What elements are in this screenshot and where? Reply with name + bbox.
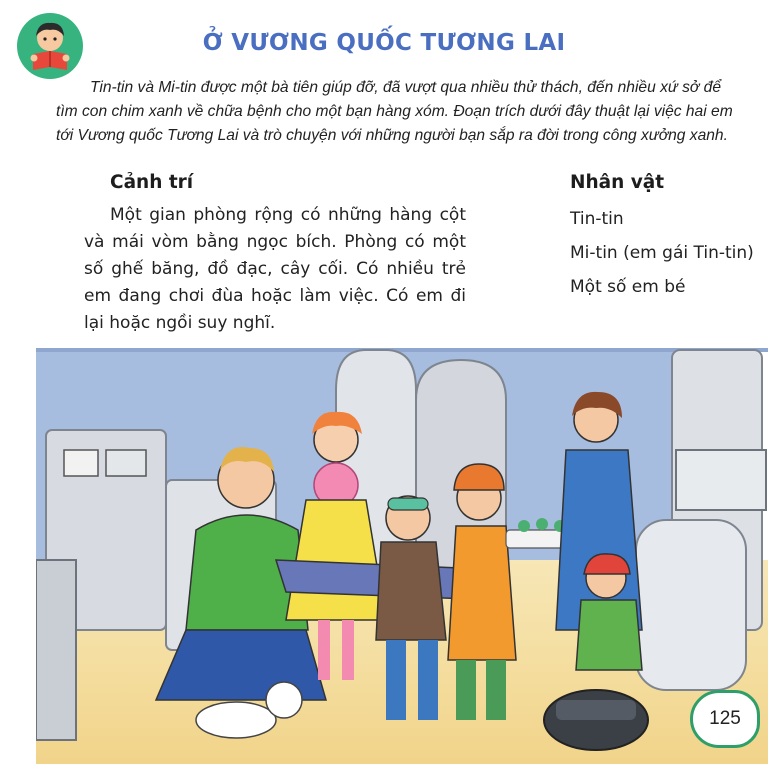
- page-title: Ở VƯƠNG QUỐC TƯƠNG LAI: [202, 30, 566, 56]
- character-item: Một số em bé: [570, 277, 686, 297]
- character-item: Tin-tin: [570, 209, 624, 229]
- workshop-illustration: [36, 330, 768, 764]
- character-item: Mi-tin (em gái Tin-tin): [570, 243, 754, 263]
- page-number: 125: [690, 690, 760, 748]
- characters-list: [570, 202, 754, 304]
- setting-heading: Cảnh trí: [110, 172, 194, 193]
- characters-heading: Nhân vật: [570, 172, 665, 193]
- setting-description: Một gian phòng rộng có những hàng cột và mái vòm bằng ngọc bích. Phòng có một số ghế băng, đồ đạc, cây cối. Có nhiều trẻ em đang chơi đùa hoặc làm việc. Có em đi lại hoặc ngồi suy nghĩ.: [84, 205, 466, 333]
- intro-paragraph: Tin-tin và Mi-tin được một bà tiên giúp đỡ, đã vượt qua nhiều thử thách, đến nhiều xứ sở để tìm con chim xanh về chữa bệnh cho một bạn hàng xóm. Đoạn trích dưới đây thuật lại việc hai em tới Vương quốc Tương Lai và trò chuyện với những người bạn sắp ra đời trong công xưởng xanh.: [56, 79, 733, 144]
